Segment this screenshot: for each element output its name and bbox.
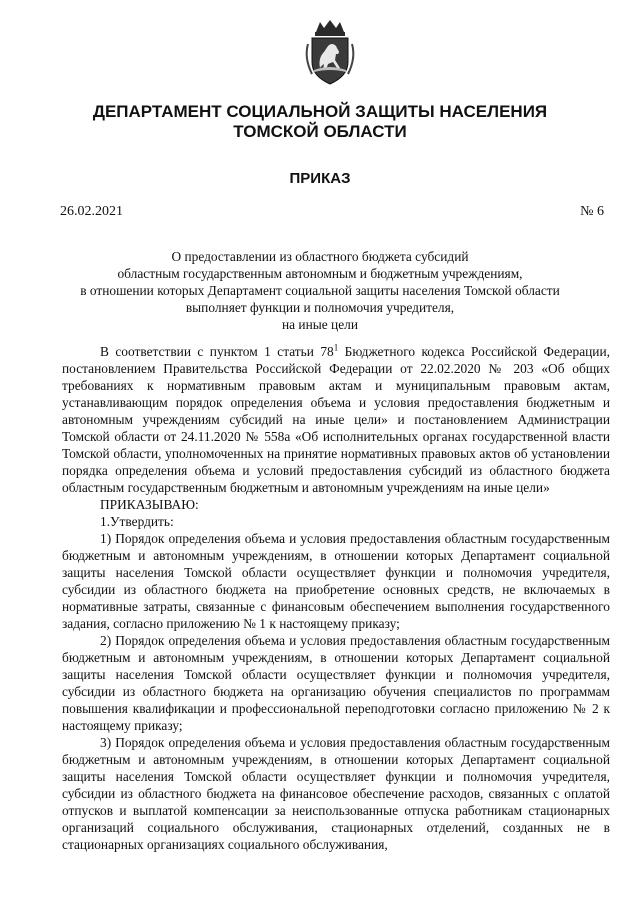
order-body	[62, 343, 610, 853]
subject-line: областным государственным автономным и бюджетным учреждениям,	[117, 266, 523, 281]
preamble-text-b: Бюджетного кодекса Российской Федерации, постановлением Правительства Российской Федерации от 22.02.2020 № 203 «Об общих требованиях к нормативным правовым актам и муниципальным правовым актам, устанавливающим порядок определения объема и условия предоставления бюджетным и автономным учреждениям субсидий на иные цели» и постановлением Администрации Томской области от 24.11.2020 № 558а «Об исполнительных органах государственной власти Томской области, уполномоченных на принятие нормативных правовых актов об установлении порядка определения объема и условий предоставления субсидий из областного бюджета областным государственным бюджетным и автономным учреждениям на иные цели»	[62, 344, 610, 495]
item-1-2: 2) Порядок определения объема и условия предоставления областным государственным бюджетным и автономным учреждениям, в отношении которых Департамент социальной защиты населения Томской области осуществляет функции и полномочия учредителя, субсидии из областного бюджета на организацию обучения специалистов по программам повышения квалификации и профессиональной переподготовки согласно приложению № 2 к настоящему приказу;	[62, 633, 610, 733]
item-1-3: 3) Порядок определения объема и условия предоставления областным государственным бюджетным и автономным учреждениям, в отношении которых Департамент социальной защиты населения Томской области осуществляет функции и полномочия учредителя, субсидии из областного бюджета на финансовое обеспечение расходов, связанных с оплатой отпусков и выплатой компенсации за неиспользованные отпуска работникам стационарных организаций социального обслуживания, стационарных отделений, созданных не в стационарных организациях социального обслуживания,	[62, 735, 610, 852]
subject-line: выполняет функции и полномочия учредителя,	[185, 300, 455, 315]
department-name-line2: ТОМСКОЙ ОБЛАСТИ	[233, 122, 407, 141]
order-date: 26.02.2021	[60, 204, 123, 219]
item-1-1: 1) Порядок определения объема и условия предоставления областным государственным бюджетным и автономным учреждениям, в отношении которых Департамент социальной защиты населения Томской области осуществляет функции и полномочия учредителя, субсидии из областного бюджета на приобретение основных средств, не включаемых в нормативные затраты, связанные с финансовым обеспечением выполнения государственного задания, согласно приложению № 1 к настоящему приказу;	[62, 531, 610, 631]
order-subject	[40, 248, 600, 333]
subject-line: в отношении которых Департамент социальной защиты населения Томской области	[80, 283, 560, 298]
order-title: ПРИКАЗ	[289, 170, 351, 187]
orders-heading: ПРИКАЗЫВАЮ:	[100, 497, 199, 512]
preamble-text-a: В соответствии с пунктом 1 статьи 78	[100, 344, 334, 359]
subject-line: на иные цели	[281, 317, 359, 332]
preamble-paragraph	[62, 343, 610, 496]
item-1: 1.Утвердить:	[100, 514, 174, 529]
subject-line: О предоставлении из областного бюджета субсидий	[171, 249, 469, 264]
department-name-line1: ДЕПАРТАМЕНТ СОЦИАЛЬНОЙ ЗАЩИТЫ НАСЕЛЕНИЯ	[92, 102, 548, 121]
coat-of-arms-icon	[302, 18, 358, 86]
article-superscript: 1	[333, 342, 339, 353]
order-number: № 6	[580, 204, 604, 219]
